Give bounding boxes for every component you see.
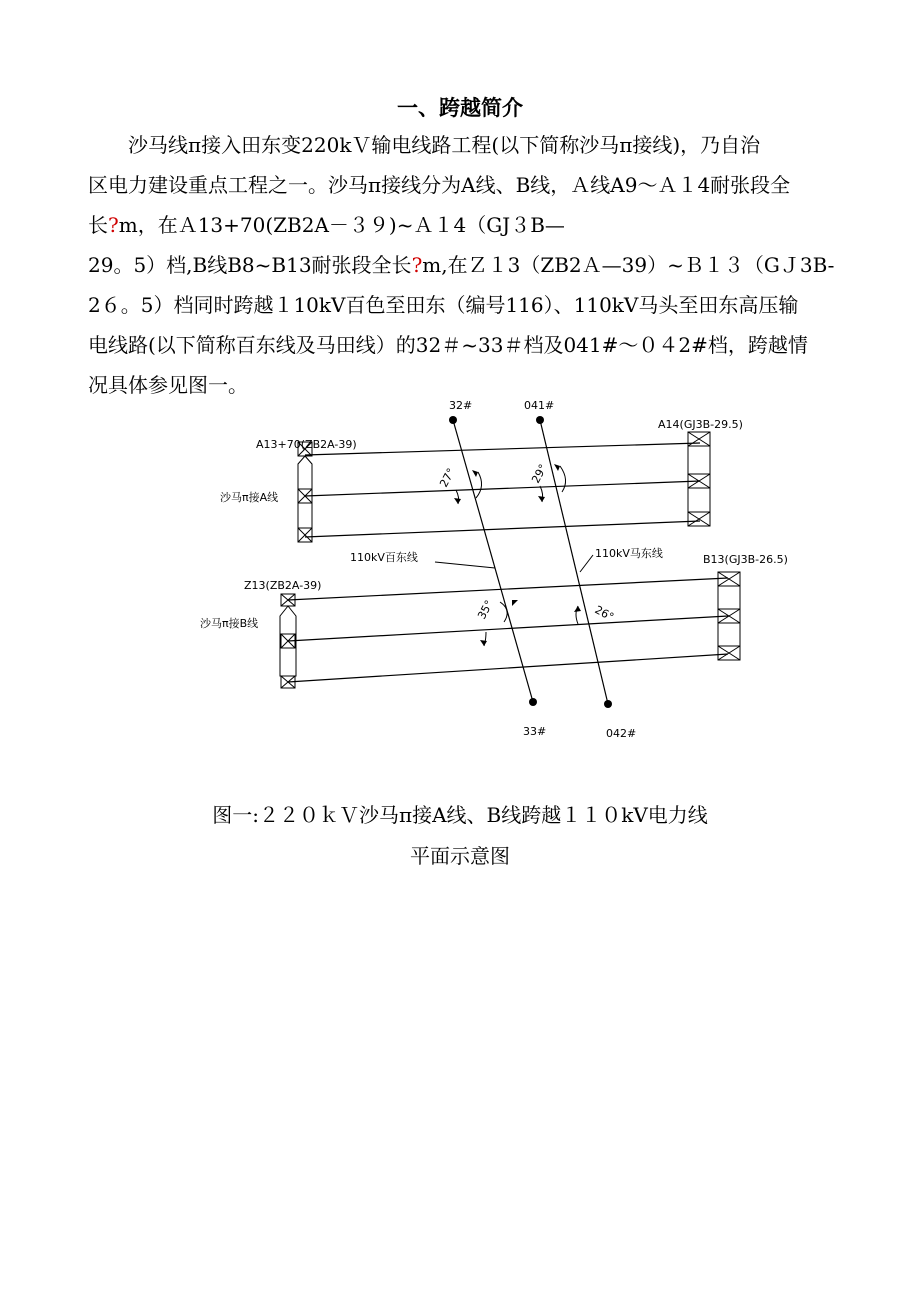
section-heading: 一、跨越简介: [397, 95, 523, 120]
baidong-label: 110kV百东线: [350, 551, 418, 564]
paragraph-line: 2６。5）档同时跨越１10kV百色至田东（编号116）、110kV马头至田东高压输: [88, 293, 799, 317]
line-a-label: 沙马π接A线: [220, 491, 279, 504]
b-line-conductor-top: [288, 578, 728, 600]
b-line-conductor-bottom: [288, 654, 728, 682]
a-line-conductor-bottom: [305, 521, 700, 537]
z13-label: Z13(ZB2A-39): [244, 579, 322, 592]
madong-label: 110kV马东线: [595, 547, 663, 560]
tower-041-label: 041#: [524, 399, 555, 412]
madong-line: [540, 420, 608, 704]
baidong-line: [453, 420, 533, 702]
figure-caption-line-1: 图一:２２０ｋＶ沙马π接A线、B线跨越１１０kV电力线: [212, 803, 708, 827]
tower-a13-symbol: [298, 442, 312, 542]
angle-29-label: 29°: [529, 462, 550, 486]
angle-35-label: 35°: [475, 598, 496, 622]
angle-arc-27: [476, 472, 482, 498]
missing-length-marker: ?: [108, 213, 119, 237]
paragraph-line: 区电力建设重点工程之一。沙马π接线分为A线、B线，Ａ线A9～Ａ１4耐张段全: [88, 173, 791, 197]
madong-leader: [580, 555, 593, 572]
a14-label: A14(GJ3B-29.5): [658, 418, 743, 431]
tower-33-dot: [529, 698, 537, 706]
tower-32-dot: [449, 416, 457, 424]
angle-27-label: 27°: [437, 466, 458, 490]
b13-label: B13(GJ3B-26.5): [703, 553, 788, 566]
arrowhead: [512, 600, 518, 606]
arrowhead: [472, 470, 478, 477]
arrowhead: [554, 464, 560, 471]
arrowhead: [454, 498, 461, 504]
a-line-conductor-mid: [305, 481, 700, 496]
arrowhead: [538, 496, 545, 502]
b-line-conductor-mid: [288, 616, 728, 641]
angle-arc-35: [500, 602, 507, 622]
paragraph-line: 长?m，在Ａ13+70(ZB2A－３９)~Ａ１4（GJ３B—: [88, 213, 565, 237]
tower-042-dot: [604, 700, 612, 708]
paragraph-line: 沙马线π接入田东变220kＶ输电线路工程(以下简称沙马π接线)，乃自治: [128, 133, 761, 157]
a13-label: A13+70(ZB2A-39): [256, 438, 357, 451]
angle-arc-29: [560, 466, 566, 492]
tower-33-label: 33#: [523, 725, 547, 738]
tower-32-label: 32#: [449, 399, 473, 412]
a-line-conductor-top: [305, 443, 700, 455]
line-b-label: 沙马π接B线: [200, 617, 259, 630]
arrowhead: [574, 606, 581, 612]
tower-a14-symbol: [688, 432, 710, 526]
angle-26-label: 26°: [592, 603, 616, 624]
paragraph-line: 电线路(以下简称百东线及马田线）的32＃~33＃档及041#～０４2#档，跨越情: [88, 333, 808, 357]
figure-caption-line-2: 平面示意图: [410, 844, 510, 868]
tower-042-label: 042#: [606, 727, 637, 740]
missing-length-marker: ?: [411, 253, 423, 277]
tower-041-dot: [536, 416, 544, 424]
paragraph-line: 29。5）档,B线B8~B13耐张段全长?m,在Ｚ１3（ZB2Ａ—39）~Ｂ１３（GＪ3B-: [88, 253, 835, 277]
baidong-leader: [435, 562, 495, 568]
paragraph-line: 况具体参见图一。: [88, 373, 248, 397]
arrowhead: [480, 640, 487, 646]
